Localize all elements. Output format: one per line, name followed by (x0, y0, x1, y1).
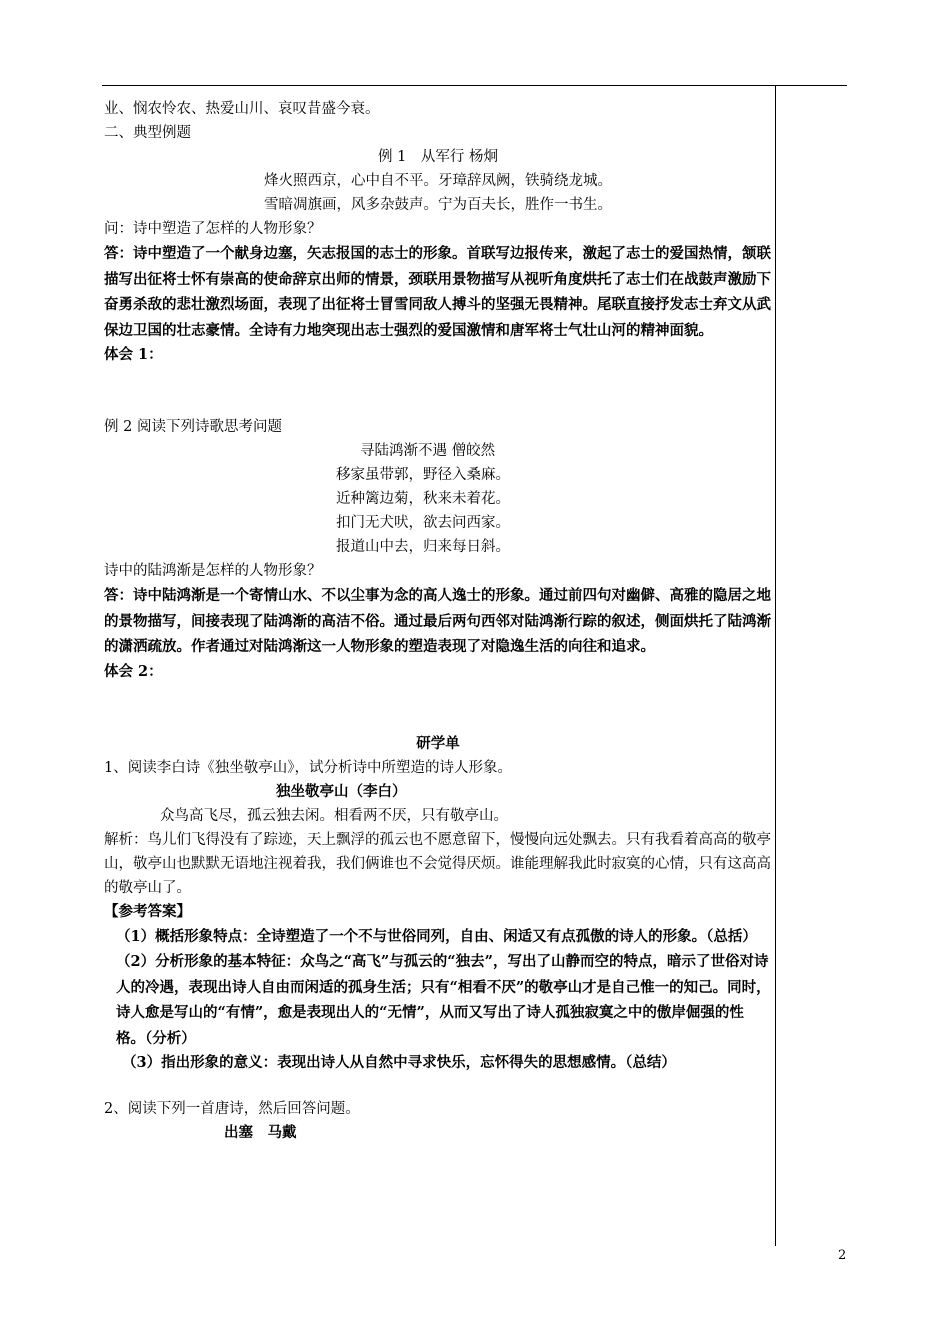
text-line: 业、悯农怜农、热爱山川、哀叹昔盛今衰。 (104, 101, 380, 117)
answer-point: （1）概括形象特点：全诗塑造了一个不与世俗同列，自由、闲适又有点孤傲的诗人的形象。（总括） (116, 927, 757, 945)
page-number: 2 (838, 1248, 847, 1263)
margin-rule (775, 86, 776, 1246)
poem-line: 雪暗凋旗画，风多杂鼓声。宁为百夫长，胜作一书生。 (264, 197, 612, 213)
poem-line: 移家虽带郭，野径入桑麻。 (336, 467, 510, 483)
answer: 答：诗中陆鸿渐是一个寄情山水、不以尘事为念的高人逸士的形象。通过前四句对幽僻、高雅的隐居之地的景物描写，间接表现了陆鸿渐的高洁不俗。通过最后两句西邻对陆鸿渐行踪的叙述，侧面烘托了陆鸿渐的潇洒疏放。作者通过对陆鸿渐这一人物形象的塑造表现了对隐逸生活的向往和追求。 (104, 587, 771, 655)
example-2-title: 例 2 阅读下列诗歌思考问题 (104, 419, 282, 435)
answer-point: （2）分析形象的基本特征：众鸟之“高飞”与孤云的“独去”，写出了山静而空的特点，暗示了世俗对诗人的冷遇，表现出诗人自由而闲适的孤身生活；只有“相看不厌”的敬亭山才是自己惟一的知己。同时，诗人愈是写山的“有情”，愈是表现出人的“无情”，从而又写出了诗人孤独寂寞之中的傲岸倔强的性格。（分析） (116, 953, 771, 1047)
poem-line: 近种篱边菊，秋来未着花。 (336, 491, 510, 507)
example-1-title: 例 1 从军行 杨炯 (378, 149, 498, 165)
header-rule (102, 85, 847, 86)
section-heading: 二、典型例题 (104, 125, 191, 141)
poem-line: 众鸟高飞尽，孤云独去闲。相看两不厌，只有敬亭山。 (160, 807, 508, 824)
poem-line: 烽火照西京，心中自不平。牙璋辞凤阙，铁骑绕龙城。 (264, 173, 612, 189)
exercise-prompt: 2、阅读下列一首唐诗，然后回答问题。 (104, 1101, 360, 1117)
answer-point: （3）指出形象的意义：表现出诗人从自然中寻求快乐，忘怀得失的思想感情。（总结） (122, 1054, 676, 1071)
document-body (104, 97, 772, 1145)
reflection-label: 体会 2： (104, 662, 163, 680)
answer: 答：诗中塑造了一个献身边塞，矢志报国的志士的形象。首联写边报传来，激起了志士的爱国热情，颔联描写出征将士怀有崇高的使命辞京出师的情景，颈联用景物描写从视听角度烘托了志士们在战鼓声激励下奋勇杀敌的悲壮激烈场面，表现了出征将士冒雪同敌人搏斗的坚强无畏精神。尾联直接抒发志士弃文从武保边卫国的壮志豪情。全诗有力地突现出志士强烈的爱国激情和唐军将士气壮山河的精神面貌。 (104, 245, 771, 339)
question: 诗中的陆鸿渐是怎样的人物形象？ (104, 563, 322, 579)
poem-title: 寻陆鸿渐不遇 僧皎然 (360, 443, 496, 459)
reflection-label: 体会 1： (104, 346, 163, 363)
poem-line: 报道山中去，归来每日斜。 (336, 539, 510, 555)
exercise-prompt: 1、阅读李白诗《独坐敬亭山》，试分析诗中所塑造的诗人形象。 (104, 759, 512, 776)
analysis: 解析：鸟儿们飞得没有了踪迹，天上飘浮的孤云也不愿意留下，慢慢向远处飘去。只有我看着高高的敬亭山，敬亭山也默默无语地注视着我，我们俩谁也不会觉得厌烦。谁能理解我此时寂寞的心情，只有这高高的敬亭山了。 (104, 831, 771, 896)
question: 问：诗中塑造了怎样的人物形象？ (104, 221, 322, 237)
poem-title: 独坐敬亭山（李白） (276, 782, 407, 800)
poem-line: 扣门无犬吠，欲去问西家。 (336, 515, 510, 531)
blank-space (104, 367, 772, 415)
worksheet-title: 研学单 (416, 734, 460, 752)
blank-space (104, 1075, 772, 1097)
blank-space (104, 684, 772, 732)
poem-title: 出塞 马戴 (224, 1124, 297, 1141)
reference-answer-label: 【参考答案】 (104, 902, 191, 920)
